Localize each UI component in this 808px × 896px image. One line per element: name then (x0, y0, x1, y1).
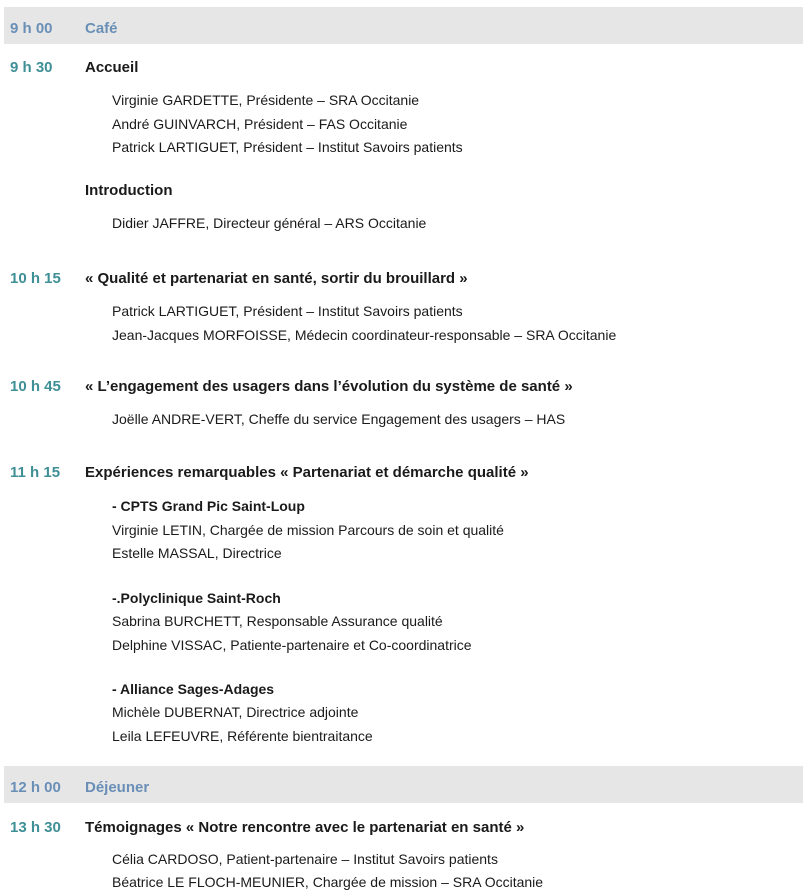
session-title: Accueil (85, 59, 139, 76)
speaker-line: Joëlle ANDRE-VERT, Cheffe du service Engagement des usagers – HAS (112, 411, 566, 427)
time-label: 12 h 00 (10, 779, 61, 796)
time-label: 9 h 00 (10, 20, 53, 37)
group-heading: - Alliance Sages-Adages (112, 681, 275, 697)
session-title: « L’engagement des usagers dans l’évolution du système de santé » (85, 378, 573, 395)
speaker-line: Leila LEFEUVRE, Référente bientraitance (112, 728, 373, 744)
time-label: 13 h 30 (10, 819, 61, 836)
session-title: Déjeuner (85, 779, 150, 796)
time-label: 10 h 45 (10, 378, 61, 395)
speaker-line: Michèle DUBERNAT, Directrice adjointe (112, 704, 359, 720)
speaker-line: Célia CARDOSO, Patient-partenaire – Institut Savoirs patients (112, 851, 498, 867)
time-label: 9 h 30 (10, 59, 53, 76)
session-title: Expériences remarquables « Partenariat et démarche qualité » (85, 464, 529, 481)
speaker-line: Béatrice LE FLOCH-MEUNIER, Chargée de mission – SRA Occitanie (112, 874, 544, 890)
speaker-line: Patrick LARTIGUET, Président – Institut Savoirs patients (112, 303, 463, 319)
speaker-line: Delphine VISSAC, Patiente-partenaire et Co-coordinatrice (112, 637, 472, 653)
speaker-line: Sabrina BURCHETT, Responsable Assurance qualité (112, 613, 443, 629)
time-label: 11 h 15 (10, 464, 61, 481)
break-band-cafe (4, 7, 803, 44)
speaker-line: Virginie LETIN, Chargée de mission Parcours de soin et qualité (112, 522, 504, 538)
speaker-line: Estelle MASSAL, Directrice (112, 545, 282, 561)
session-title: « Qualité et partenariat en santé, sortir du brouillard » (85, 270, 468, 287)
session-title: Témoignages « Notre rencontre avec le partenariat en santé » (85, 819, 525, 836)
speaker-line: Jean-Jacques MORFOISSE, Médecin coordinateur-responsable – SRA Occitanie (112, 327, 617, 343)
group-heading: -.Polyclinique Saint-Roch (112, 590, 281, 606)
group-heading: - CPTS Grand Pic Saint-Loup (112, 498, 305, 514)
session-title: Introduction (85, 182, 173, 199)
time-label: 10 h 15 (10, 270, 61, 287)
session-title: Café (85, 20, 118, 37)
speaker-line: André GUINVARCH, Président – FAS Occitanie (112, 116, 408, 132)
speaker-line: Didier JAFFRE, Directeur général – ARS Occitanie (112, 215, 427, 231)
speaker-line: Patrick LARTIGUET, Président – Institut Savoirs patients (112, 139, 463, 155)
speaker-line: Virginie GARDETTE, Présidente – SRA Occitanie (112, 92, 420, 108)
